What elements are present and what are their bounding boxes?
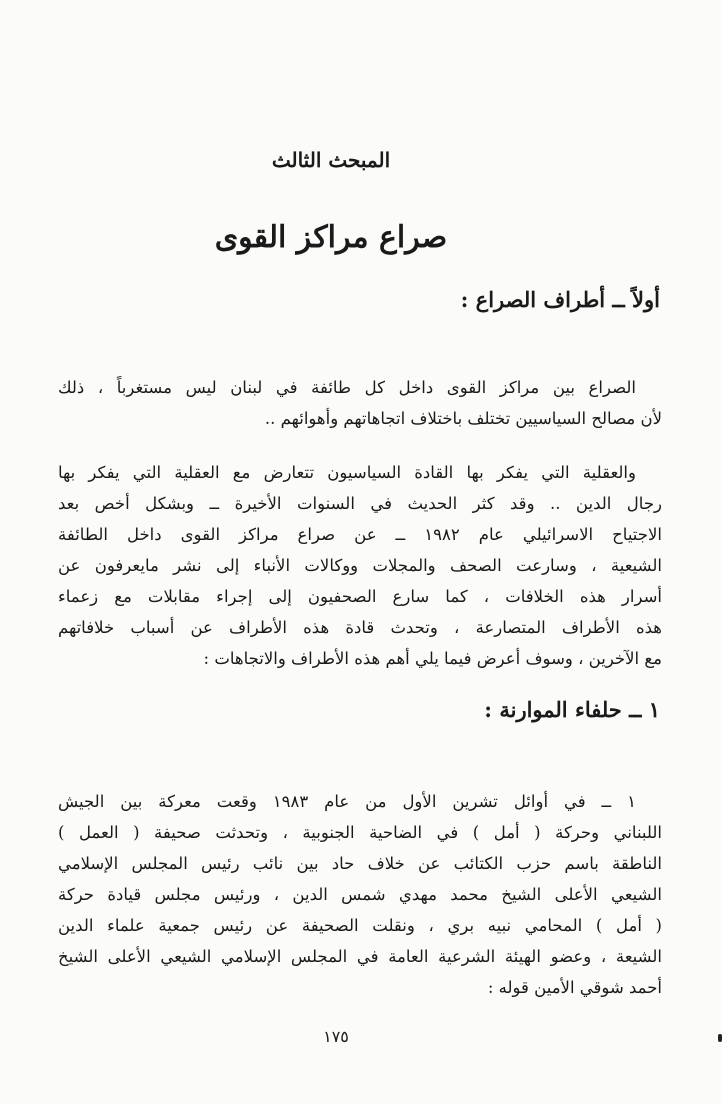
paragraph-line: أحمد شوقي الأمين قوله : <box>487 978 662 997</box>
paragraph-line: لأن مصالح السياسيين تختلف باختلاف اتجاهاتهم وأهوائهم .. <box>264 409 662 428</box>
paragraph-line: الاجتياح الاسرائيلي عام ١٩٨٢ ــ عن صراع مراكز القوى داخل الطائفة <box>58 525 662 544</box>
paragraph-1 <box>58 372 662 434</box>
chapter-title: صراع مراكز القوى <box>214 220 448 255</box>
heading-sub: ١ ــ حلفاء الموارنة : <box>484 697 660 722</box>
page-edge-mark <box>718 1034 722 1042</box>
paragraph-line: الناطقة باسم حزب الكتائب عن خلاف حاد بين نائب رئيس المجلس الإسلامي <box>58 854 662 873</box>
paragraph-line: الصراع بين مراكز القوى داخل كل طائفة في لبنان ليس مستغرباً ، ذلك <box>58 378 636 397</box>
page-number: ١٧٥ <box>323 1027 349 1046</box>
paragraph-line: الشيعة ، وعضو الهيئة الشرعية العامة في المجلس الإسلامي الشيعي الأعلى الشيخ <box>58 947 662 966</box>
paragraph-line: أسرار هذه الخلافات ، كما سارع الصحفيون إلى إجراء مقابلات مع زعماء <box>58 587 662 606</box>
paragraph-line: مع الآخرين ، وسوف أعرض فيما يلي أهم هذه الأطراف والاتجاهات : <box>203 649 662 668</box>
heading-first: أولاً ــ أطراف الصراع : <box>460 287 660 312</box>
section-label: المبحث الثالث <box>271 148 391 172</box>
paragraph-line: الشيعي الأعلى الشيخ محمد مهدي شمس الدين ، ورئيس مجلس قيادة حركة <box>58 885 662 904</box>
paragraph-line: هذه الأطراف المتصارعة ، وتحدث قادة هذه الأطراف عن أسباب خلافاتهم <box>58 618 662 637</box>
paragraph-line: والعقلية التي يفكر بها القادة السياسيون تتعارض مع العقلية التي يفكر بها <box>58 463 636 482</box>
paragraph-line: رجال الدين .. وقد كثر الحديث في السنوات الأخيرة ــ وبشكل أخص بعد <box>58 494 662 513</box>
paragraph-line: ( أمل ) المحامي نبيه بري ، ونقلت الصحيفة عن رئيس جمعية علماء الدين <box>58 916 662 935</box>
paragraph-line: ١ ــ في أوائل تشرين الأول من عام ١٩٨٣ وقعت معركة بين الجيش <box>58 792 636 811</box>
paragraph-2 <box>58 457 662 674</box>
paragraph-line: اللبناني وحركة ( أمل ) في الضاحية الجنوبية ، وتحدثت صحيفة ( العمل ) <box>58 823 662 842</box>
paragraph-line: الشيعية ، وسارعت الصحف والمجلات ووكالات الأنباء إلى نشر مايعرفون عن <box>58 556 662 575</box>
paragraph-3 <box>58 786 662 1003</box>
